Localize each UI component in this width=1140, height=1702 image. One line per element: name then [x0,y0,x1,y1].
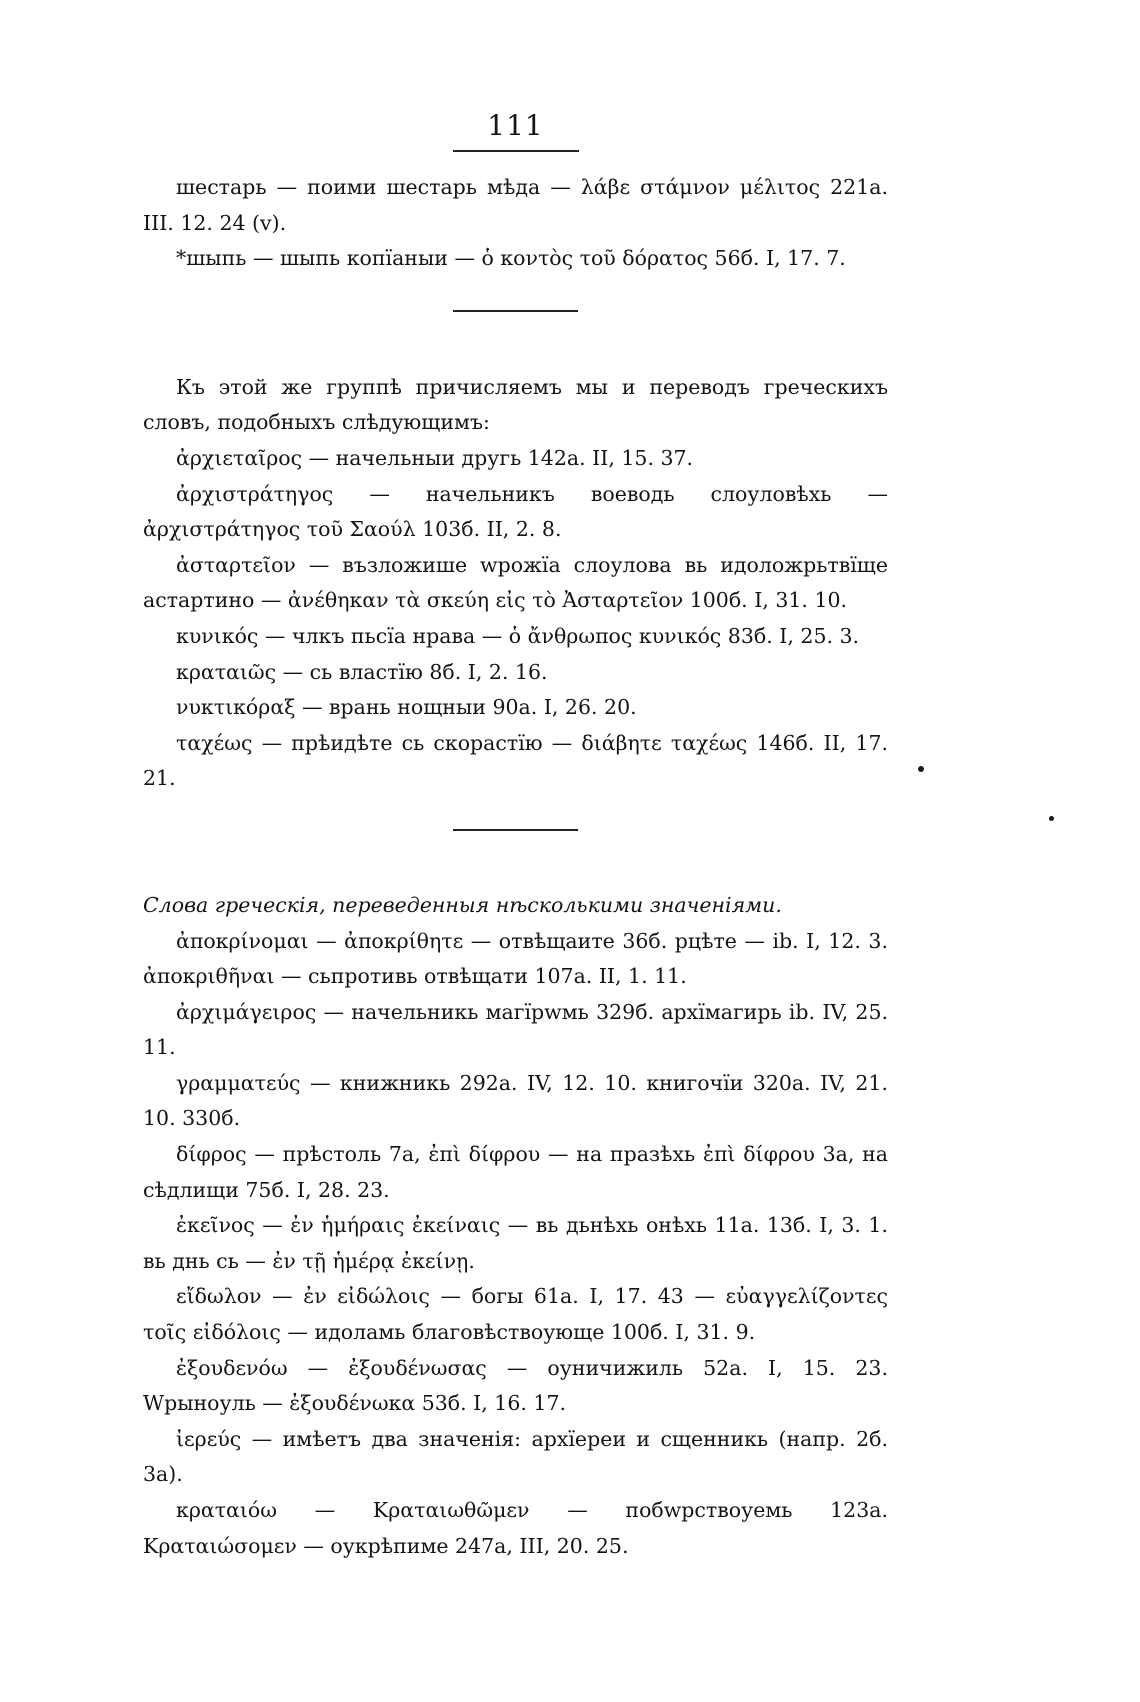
ink-speck [1049,816,1054,821]
entry-nyktikorax: νυκτικόραξ — врань нощныи 90а. I, 26. 20. [176,695,637,720]
section-intro: Къ этой же группѣ причисляемъ мы и переводъ греческихъ словъ, подобныхъ слѣдующимъ: [143,374,888,435]
ink-speck [918,766,924,772]
entry-diphros: δίφρος — прѣстоль 7а, ἐπὶ δίφρου — на празѣхь ἐπὶ δίφρου 3а, на сѣдлищи 75б. I, 28. 23. [143,1142,888,1202]
entry-exoudenoo: ἐξουδενόω — ἐξουδένωσας — оуничижиль 52а. I, 15. 23. Wрыноуль — ἐξουδένωκα 53б. I, 16. 17. [143,1355,888,1416]
book-page [143,0,888,1702]
page-number-underline [453,150,579,152]
entry-eidolon: εἴδωλον — ἐν εἰδώλοις — богы 61а. I, 17. 43 — εὐαγγελίζοντες τοῖς εἰδόλοις — идоламь благовѣствоующе 100б. I, 31. 9. [143,1284,888,1345]
section-divider [453,310,578,312]
entry-astarteion: ἀσταρτεῖον — възложише wрожїа слоулова вь идоложрьтвїще астартино — ἀνέθηκαν τὰ σκεύη εἰς τὸ Ἀσταρτεῖον 100б. I, 31. 10. [143,552,888,613]
entry-hiereus: ἱερεύς — имѣетъ два значенія: архїереи и сщенникь (напр. 2б. 3а). [143,1426,888,1487]
page-number: 111 [487,109,544,142]
entry-krataioo: κραταιόω — Κραταιωθῶμεν — побwрствоуемь 123а. Κραταιώσομεν — оукрѣпиме 247а, III, 20. 25. [143,1498,888,1558]
section-compound-words [143,370,888,797]
section-divider [453,829,578,831]
entry-archimageiros: ἀρχιμάγειρος — начельникь магїрwмь 329б. архїмагирь ib. IV, 25. 11. [143,999,888,1060]
entry-shestar: шестарь — поими шестарь мѣда — λάβε στάμνον μέλιτος 221а. III. 12. 24 (v). [143,175,888,235]
entry-grammateus: γραμματεύς — книжникь 292а. IV, 12. 10. книгочїи 320а. IV, 21. 10. 330б. [143,1070,888,1131]
section-multiple-meanings [143,888,888,1564]
page-body [143,170,888,1564]
section-entries-top [143,170,888,277]
entry-ekeinos: ἐκεῖνος — ἐν ἡμήραις ἐκείναις — вь дьнѣхь онѣхь 11а. 13б. I, 3. 1. вь днь сь — ἐν τῇ ἡμέρᾳ ἐκείνῃ. [143,1213,888,1273]
section-heading: Слова греческія, переведенныя нѣсколькими значеніями. [143,892,782,917]
entry-archistrategos: ἀρχιστράτηγος — начельникъ воеводь слоуловѣхь — ἀρχιστράτηγος τοῦ Σαούλ 103б. II, 2. 8. [143,481,888,542]
entry-krataios: κραταιῶς — сь властїю 8б. I, 2. 16. [176,659,548,684]
entry-archietairos: ἀρχιεταῖρος — начельныи другь 142а. II, 15. 37. [176,445,694,470]
entry-kynikos: κυνικός — члкъ пьсїа нрава — ὁ ἄνθρωπος κυνικός 83б. I, 25. 3. [176,623,860,648]
entry-apokrinomai: ἀποκρίνομαι — ἀποκρίθητε — отвѣщаите 36б. рцѣте — ib. I, 12. 3. ἀποκριθῆναι — сьпротивь отвѣщати 107а. II, 1. 11. [143,928,888,989]
entry-tacheos: ταχέως — прѣидѣте сь скорастїю — διάβητε ταχέως 146б. II, 17. 21. [143,730,888,791]
entry-shyp: *шыпь — шыпь копїаныи — ὁ κοντὸς τοῦ δόρατος 56б. I, 17. 7. [176,246,846,271]
